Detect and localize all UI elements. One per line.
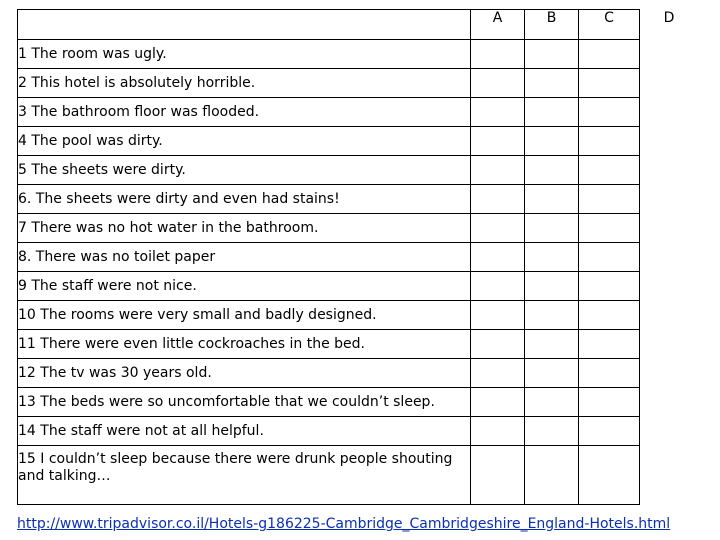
answer-cell-c[interactable] bbox=[579, 359, 640, 388]
answer-cell-d bbox=[640, 446, 699, 505]
statement-cell: 9 The staff were not nice. bbox=[18, 272, 471, 301]
answer-cell-d bbox=[640, 185, 699, 214]
answer-cell-d bbox=[640, 417, 699, 446]
answer-cell-c[interactable] bbox=[579, 98, 640, 127]
answer-cell-a[interactable] bbox=[471, 417, 525, 446]
statement-cell: 12 The tv was 30 years old. bbox=[18, 359, 471, 388]
table-row bbox=[18, 301, 699, 330]
answer-cell-b[interactable] bbox=[525, 98, 579, 127]
answer-cell-b[interactable] bbox=[525, 214, 579, 243]
answer-cell-a[interactable] bbox=[471, 185, 525, 214]
answer-cell-b[interactable] bbox=[525, 69, 579, 98]
answer-cell-a[interactable] bbox=[471, 330, 525, 359]
table-row bbox=[18, 214, 699, 243]
answer-cell-c[interactable] bbox=[579, 272, 640, 301]
answer-cell-a[interactable] bbox=[471, 127, 525, 156]
answer-cell-b[interactable] bbox=[525, 156, 579, 185]
answer-cell-a[interactable] bbox=[471, 156, 525, 185]
answer-cell-d bbox=[640, 301, 699, 330]
statement-cell: 6. The sheets were dirty and even had stains! bbox=[18, 185, 471, 214]
statement-cell: 1 The room was ugly. bbox=[18, 40, 471, 69]
answer-cell-a[interactable] bbox=[471, 214, 525, 243]
answer-cell-b[interactable] bbox=[525, 301, 579, 330]
statement-cell: 5 The sheets were dirty. bbox=[18, 156, 471, 185]
table-row bbox=[18, 185, 699, 214]
answer-cell-a[interactable] bbox=[471, 359, 525, 388]
answer-cell-d bbox=[640, 388, 699, 417]
table-row bbox=[18, 98, 699, 127]
statement-cell: 7 There was no hot water in the bathroom. bbox=[18, 214, 471, 243]
answer-cell-a[interactable] bbox=[471, 69, 525, 98]
answer-cell-a[interactable] bbox=[471, 40, 525, 69]
answer-cell-c[interactable] bbox=[579, 40, 640, 69]
statement-cell: 15 I couldn’t sleep because there were drunk people shouting and talking… bbox=[18, 446, 471, 505]
answer-cell-b[interactable] bbox=[525, 446, 579, 505]
column-header-d bbox=[640, 10, 699, 40]
answer-cell-d bbox=[640, 98, 699, 127]
answer-cell-a[interactable] bbox=[471, 301, 525, 330]
answer-cell-a[interactable] bbox=[471, 98, 525, 127]
answer-cell-b[interactable] bbox=[525, 40, 579, 69]
answer-cell-b[interactable] bbox=[525, 359, 579, 388]
answer-cell-b[interactable] bbox=[525, 272, 579, 301]
statement-cell: 2 This hotel is absolutely horrible. bbox=[18, 69, 471, 98]
answer-cell-c[interactable] bbox=[579, 330, 640, 359]
table-row bbox=[18, 243, 699, 272]
answer-cell-d bbox=[640, 243, 699, 272]
statement-cell: 13 The beds were so uncomfortable that we couldn’t sleep. bbox=[18, 388, 471, 417]
answer-cell-a[interactable] bbox=[471, 446, 525, 505]
source-link[interactable]: http://www.tripadvisor.co.il/Hotels-g186225-Cambridge_Cambridgeshire_England-Hotels.html bbox=[17, 516, 671, 532]
answer-cell-c[interactable] bbox=[579, 388, 640, 417]
answer-cell-d bbox=[640, 127, 699, 156]
statement-cell: 14 The staff were not at all helpful. bbox=[18, 417, 471, 446]
statement-cell: 3 The bathroom floor was flooded. bbox=[18, 98, 471, 127]
table-row bbox=[18, 359, 699, 388]
header-row bbox=[18, 10, 699, 40]
answer-cell-a[interactable] bbox=[471, 388, 525, 417]
table-row bbox=[18, 127, 699, 156]
table-row bbox=[18, 156, 699, 185]
table-row bbox=[18, 446, 699, 505]
answer-cell-c[interactable] bbox=[579, 243, 640, 272]
review-rating-table bbox=[17, 9, 699, 505]
table-row bbox=[18, 272, 699, 301]
statement-cell: 11 There were even little cockroaches in the bed. bbox=[18, 330, 471, 359]
answer-cell-c[interactable] bbox=[579, 446, 640, 505]
answer-cell-b[interactable] bbox=[525, 185, 579, 214]
answer-cell-d bbox=[640, 330, 699, 359]
table-row bbox=[18, 330, 699, 359]
answer-cell-c[interactable] bbox=[579, 301, 640, 330]
answer-cell-b[interactable] bbox=[525, 417, 579, 446]
column-header-b: B bbox=[525, 10, 579, 40]
answer-cell-a[interactable] bbox=[471, 243, 525, 272]
answer-cell-c[interactable] bbox=[579, 69, 640, 98]
table-row bbox=[18, 417, 699, 446]
answer-cell-b[interactable] bbox=[525, 330, 579, 359]
answer-cell-d bbox=[640, 359, 699, 388]
answer-cell-d bbox=[640, 69, 699, 98]
table-row bbox=[18, 69, 699, 98]
answer-cell-a[interactable] bbox=[471, 272, 525, 301]
answer-cell-c[interactable] bbox=[579, 127, 640, 156]
answer-cell-c[interactable] bbox=[579, 214, 640, 243]
answer-cell-b[interactable] bbox=[525, 243, 579, 272]
table-row bbox=[18, 388, 699, 417]
statement-cell: 10 The rooms were very small and badly designed. bbox=[18, 301, 471, 330]
answer-cell-c[interactable] bbox=[579, 417, 640, 446]
statement-cell: 8. There was no toilet paper bbox=[18, 243, 471, 272]
answer-cell-c[interactable] bbox=[579, 185, 640, 214]
answer-cell-d bbox=[640, 272, 699, 301]
answer-cell-d bbox=[640, 40, 699, 69]
answer-cell-b[interactable] bbox=[525, 388, 579, 417]
answer-cell-d bbox=[640, 214, 699, 243]
answer-cell-d bbox=[640, 156, 699, 185]
column-header-d-label: D bbox=[663, 9, 675, 26]
column-header-a: A bbox=[471, 10, 525, 40]
answer-cell-b[interactable] bbox=[525, 127, 579, 156]
statement-cell: 4 The pool was dirty. bbox=[18, 127, 471, 156]
answer-cell-c[interactable] bbox=[579, 156, 640, 185]
column-header-c: C bbox=[579, 10, 640, 40]
header-blank-cell bbox=[18, 10, 471, 40]
table-row bbox=[18, 40, 699, 69]
